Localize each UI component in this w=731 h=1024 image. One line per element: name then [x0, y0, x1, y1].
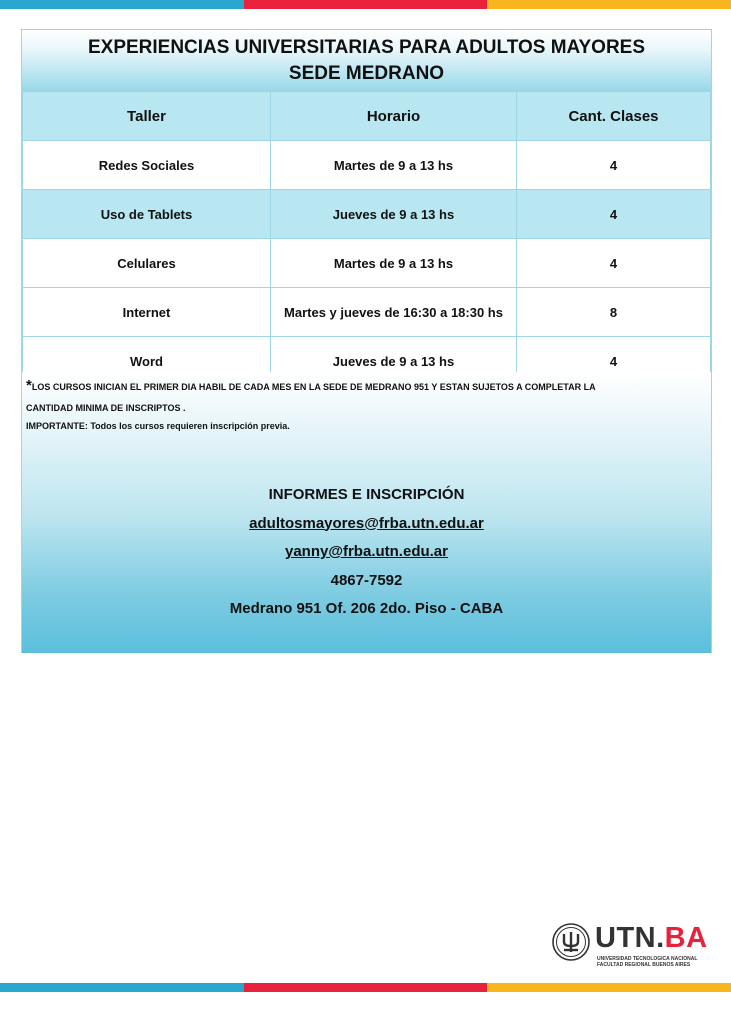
cell-clases: 4 — [517, 337, 711, 386]
contact-block — [26, 481, 707, 624]
asterisk: * — [26, 377, 32, 394]
page-subtitle: SEDE MEDRANO — [288, 63, 445, 84]
table-row — [23, 239, 711, 288]
notes-section — [22, 372, 711, 653]
cell-taller: Celulares — [23, 239, 271, 288]
important-note: IMPORTANTE: Todos los cursos requieren inscripción previa. — [26, 421, 290, 431]
column-header-taller: Taller — [23, 92, 271, 141]
stripe-yellow — [487, 983, 731, 992]
cell-horario: Martes de 9 a 13 hs — [271, 239, 517, 288]
cell-taller: Internet — [23, 288, 271, 337]
page-title: EXPERIENCIAS UNIVERSITARIAS PARA ADULTOS MAYORES — [87, 37, 646, 58]
stripe-yellow — [487, 0, 731, 9]
email-link-yanny[interactable]: yanny@frba.utn.edu.ar — [285, 543, 448, 560]
cell-taller: Redes Sociales — [23, 141, 271, 190]
phone-number: 4867-7592 — [330, 571, 403, 589]
cell-taller: Uso de Tablets — [23, 190, 271, 239]
cell-horario: Martes y jueves de 16:30 a 18:30 hs — [271, 288, 517, 337]
address: Medrano 951 Of. 206 2do. Piso - CABA — [229, 600, 504, 617]
title-box — [22, 30, 711, 91]
stripe-red — [244, 0, 488, 9]
stripe-blue — [0, 983, 244, 992]
cell-horario: Jueves de 9 a 13 hs — [271, 337, 517, 386]
email-link-adultosmayores[interactable]: adultosmayores@frba.utn.edu.ar — [249, 514, 484, 532]
table-row — [23, 141, 711, 190]
note-line-2: CANTIDAD MINIMA DE INSCRIPTOS . — [26, 403, 186, 413]
note-line-1 — [26, 375, 707, 398]
bottom-color-stripe — [0, 983, 731, 992]
column-header-clases: Cant. Clases — [517, 92, 711, 141]
contact-heading: INFORMES E INSCRIPCIÓN — [268, 486, 465, 503]
table-row — [23, 190, 711, 239]
stripe-red — [244, 983, 488, 992]
schedule-table — [22, 91, 711, 386]
cell-clases: 4 — [517, 239, 711, 288]
table-header-row — [23, 92, 711, 141]
utn-wordmark: UTN.BA — [595, 922, 708, 954]
cell-clases: 8 — [517, 288, 711, 337]
top-color-stripe — [0, 0, 731, 9]
utn-subtitle: UNIVERSIDAD TECNOLOGICA NACIONAL FACULTAD REGIONAL BUENOS AIRES — [597, 956, 698, 968]
column-header-horario: Horario — [271, 92, 517, 141]
cell-horario: Jueves de 9 a 13 hs — [271, 190, 517, 239]
cell-clases: 4 — [517, 141, 711, 190]
info-card — [21, 29, 712, 653]
cell-clases: 4 — [517, 190, 711, 239]
cell-horario: Martes de 9 a 13 hs — [271, 141, 517, 190]
utn-emblem-icon — [551, 922, 591, 962]
stripe-blue — [0, 0, 244, 9]
cell-taller: Word — [23, 337, 271, 386]
note-text-1: LOS CURSOS INICIAN EL PRIMER DIA HABIL DE CADA MES EN LA SEDE DE MEDRANO 951 Y ESTAN SUJETOS A COMPLETAR LA — [31, 382, 596, 392]
utn-logo — [551, 920, 711, 970]
table-row — [23, 288, 711, 337]
